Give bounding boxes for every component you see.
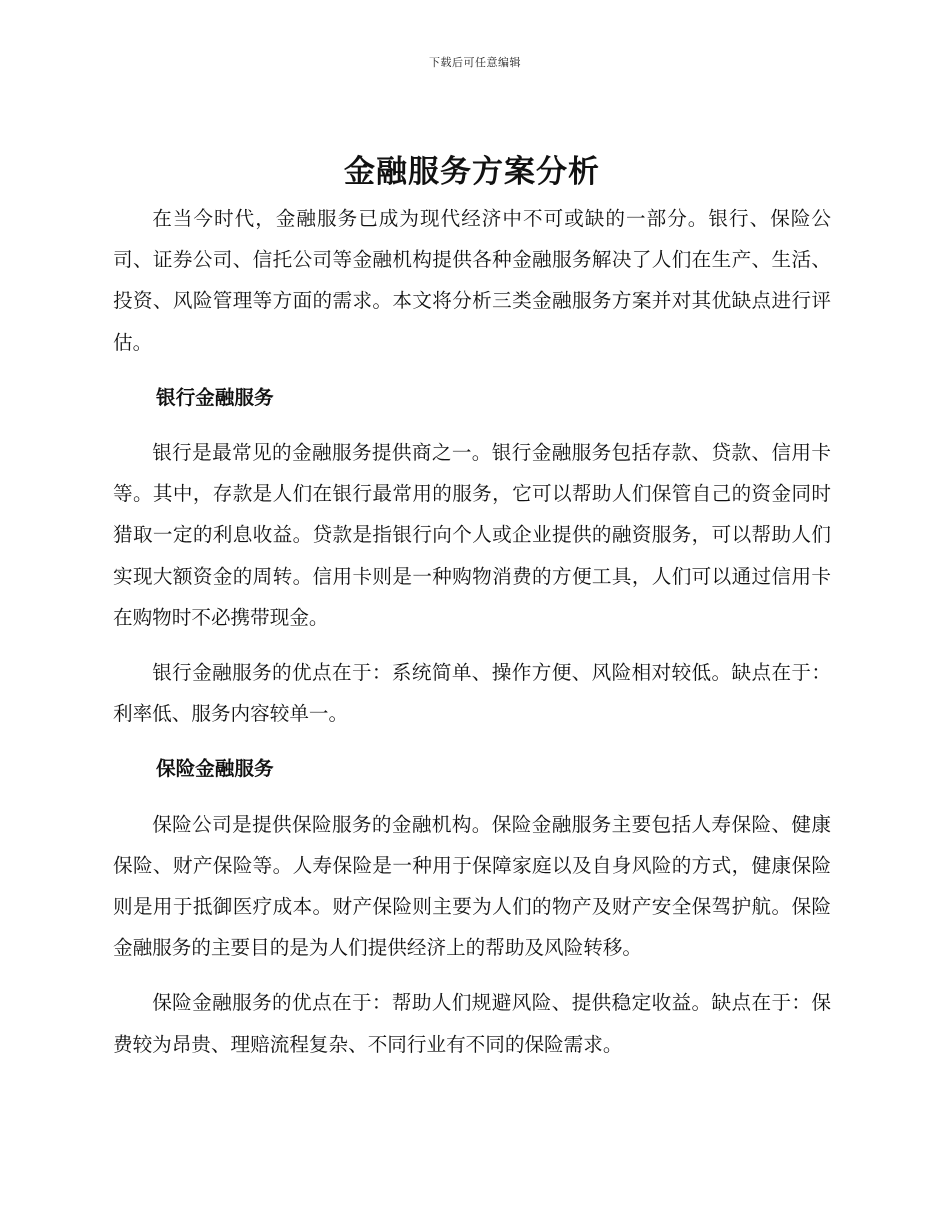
header-note: 下载后可任意编辑 xyxy=(429,56,521,69)
insurance-paragraph-1: 保险公司是提供保险服务的金融机构。保险金融服务主要包括人寿保险、健康保险、财产保险等。人寿保险是一种用于保障家庭以及自身风险的方式，健康保险则是用于抵御医疗成本。财产保险则主要为人们的物产及财产安全保驾护航。保险金融服务的主要目的是为人们提供经济上的帮助及风险转移。 xyxy=(113,812,831,960)
document-body xyxy=(113,148,831,1065)
section-heading-insurance: 保险金融服务 xyxy=(156,757,274,781)
document-title: 金融服务方案分析 xyxy=(344,154,600,190)
intro-paragraph: 在当今时代，金融服务已成为现代经济中不可或缺的一部分。银行、保险公司、证券公司、信托公司等金融机构提供各种金融服务解决了人们在生产、生活、投资、风险管理等方面的需求。本文将分析三类金融服务方案并对其优缺点进行评估。 xyxy=(113,207,831,354)
banking-paragraph-1: 银行是最常见的金融服务提供商之一。银行金融服务包括存款、贷款、信用卡等。其中，存款是人们在银行最常用的服务，它可以帮助人们保管自己的资金同时猎取一定的利息收益。贷款是指银行向个人或企业提供的融资服务，可以帮助人们实现大额资金的周转。信用卡则是一种购物消费的方便工具，人们可以通过信用卡在购物时不必携带现金。 xyxy=(113,441,831,629)
banking-paragraph-2: 银行金融服务的优点在于：系统简单、操作方便、风险相对较低。缺点在于：利率低、服务内容较单一。 xyxy=(113,661,831,726)
section-heading-banking: 银行金融服务 xyxy=(156,385,274,409)
insurance-paragraph-2: 保险金融服务的优点在于：帮助人们规避风险、提供稳定收益。缺点在于：保费较为昂贵、理赔流程复杂、不同行业有不同的保险需求。 xyxy=(113,991,831,1056)
